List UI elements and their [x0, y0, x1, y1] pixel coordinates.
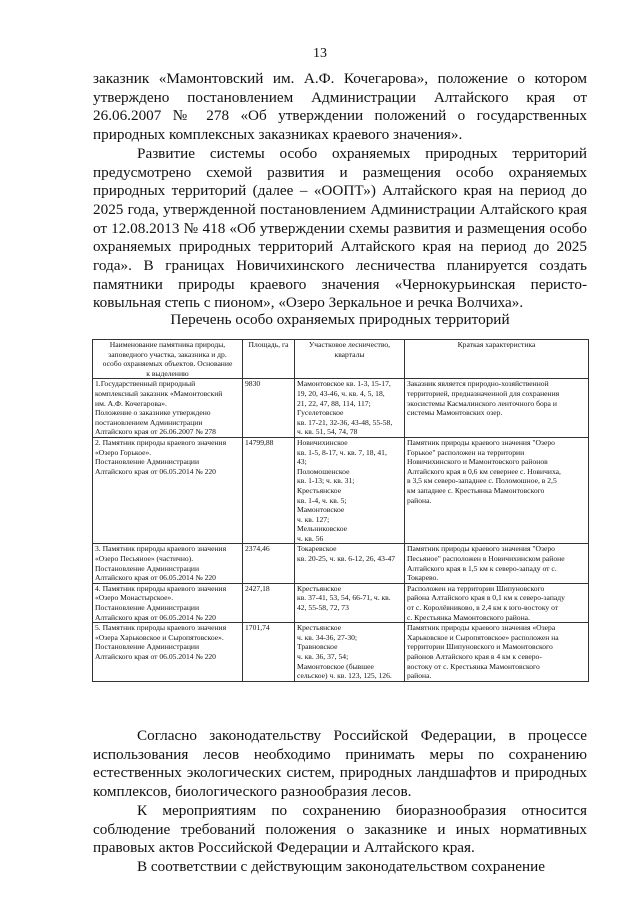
- column-header-area: Площадь, га: [243, 340, 295, 379]
- table-row: [93, 544, 589, 583]
- cell-name: 4. Памятник природы краевого значения «Озеро Монастырское». Постановление Администрации Алтайского края от 06.05.2014 № 220: [93, 583, 243, 622]
- text-block-top: [93, 70, 587, 313]
- cell-description: Памятник природы краевого значения "Озеро Песьяное" расположен в Новичихинском районе Алтайского края в 1,5 км к северо-западу от с. Токарево.: [405, 544, 589, 583]
- text-block-bottom: [93, 727, 587, 877]
- cell-forestry: Крестьянское кв. 37-41, 53, 54, 66-71, ч. кв. 42, 55-58, 72, 73: [295, 583, 405, 622]
- cell-area: 2427,18: [243, 583, 295, 622]
- cell-description: Памятник природы краевого значения "Озеро Горькое" расположен на территории Новичихинского и Мамонтовского районов Алтайского края в 0,6 км севернее с. Новичиха, в 3,5 км северо-западнее с. Поломошное, в 2,5 км западнее с. Крестьянка Мамонтовского района.: [405, 437, 589, 544]
- cell-forestry: Новичихинское кв. 1-5, 8-17, ч. кв. 7, 18, 41, 43; Поломошенское кв. 1-13; ч. кв. 31; Крестьянское кв. 1-4, ч. кв. 5; Мамонтовское ч. кв. 127; Мельниковское ч. кв. 56: [295, 437, 405, 544]
- column-header-forestry: Участковое лесничество, кварталы: [295, 340, 405, 379]
- paragraph: заказник «Мамонтовский им. А.Ф. Кочегарова», положение о котором утверждено постановлением Администрации Алтайского края от 26.06.2007 № 278 «Об утверждении положений о государственных природных комплексных заказниках краевого значения».: [93, 70, 587, 144]
- cell-area: 14799,88: [243, 437, 295, 544]
- cell-name: 5. Памятник природы краевого значения «Озера Харьковское и Сыропятовское». Постановление Администрации Алтайского края от 06.05.2014 № 220: [93, 623, 243, 682]
- cell-area: 9830: [243, 379, 295, 438]
- table-header-row: [93, 340, 589, 379]
- cell-area: 2374,46: [243, 544, 295, 583]
- table-row: [93, 379, 589, 438]
- column-header-name: Наименование памятника природы, заповедного участка, заказника и др. особо охраняемых объектов. Основание к выделению: [93, 340, 243, 379]
- table-row: [93, 583, 589, 622]
- paragraph: В соответствии с действующим законодательством сохранение: [137, 857, 545, 875]
- cell-area: 1701,74: [243, 623, 295, 682]
- cell-name: 3. Памятник природы краевого значения «Озеро Песьяное» (частично). Постановление Администрации Алтайского края от 06.05.2014 № 220: [93, 544, 243, 583]
- cell-description: Расположен на территории Шипуновского района Алтайского края в 0,1 км к северо-западу от с. Королёвниково, в 2,4 км к юго-востоку от с. Крестьянка Мамонтовского района.: [405, 583, 589, 622]
- cell-forestry: Мамонтовское кв. 1-3, 15-17, 19, 20, 43-46, ч. кв. 4, 5, 18, 21, 22, 47, 88, 114, 117; Гуселетовское кв. 17-21, 32-36, 43-48, 55-58, ч. кв. 51, 54, 74, 78: [295, 379, 405, 438]
- cell-description: Памятник природы краевого значения «Озера Харьковское и Сыропятовское» расположен на территории Шипуновского и Мамонтовского районов Алтайского края в 4 км к северо- востоку от с. Крестьянка Мамонтовского района.: [405, 623, 589, 682]
- protected-areas-table: [92, 339, 589, 682]
- table-row: [93, 623, 589, 682]
- paragraph: К мероприятиям по сохранению биоразнообразия относится соблюдение требований положения о заказнике и иных нормативных правовых актов Российской Федерации и Алтайского края.: [93, 801, 587, 857]
- cell-forestry: Крестьянское ч. кв. 34-36, 27-30; Травновское ч. кв. 36, 37, 54; Мамонтовское (бывшее сельское) ч. кв. 123, 125, 126.: [295, 623, 405, 682]
- paragraph: Согласно законодательству Российской Федерации, в процессе использования лесов необходимо принимать меры по сохранению естественных экологических систем, природных ландшафтов и природных комплексов, биологического разнообразия лесов.: [93, 727, 587, 801]
- cell-name: 1.Государственный природный комплексный заказник «Мамонтовский им. А.Ф. Кочегарова». Положение о заказнике утверждено постановлением Администрации Алтайского края от 26.06.2007 № 278: [93, 379, 243, 438]
- cell-name: 2. Памятник природы краевого значения «Озеро Горькое». Постановление Администрации Алтайского края от 06.05.2014 № 220: [93, 437, 243, 544]
- page-number: 13: [313, 46, 327, 61]
- table-title: Перечень особо охраняемых природных территорий: [170, 311, 510, 328]
- cell-description: Заказник является природно-хозяйственной территорией, предназначенной для сохранения экосистемы Касмалинского ленточного бора и системы Мамонтовских озер.: [405, 379, 589, 438]
- cell-forestry: Токаревское кв. 20-25, ч. кв. 6-12, 26, 43-47: [295, 544, 405, 583]
- paragraph: Развитие системы особо охраняемых природных территорий предусмотрено схемой развития и размещения особо охраняемых природных территорий (далее – «ООПТ») Алтайского края на период до 2025 года, утвержденной постановлением Администрации Алтайского края от 12.08.2013 № 418 «Об утверждении схемы развития и размещения особо охраняемых природных территорий Алтайского края на период до 2025 года». В границах Новичихинского лесничества планируется создать памятники природы краевого значения «Чернокурьинская перисто-ковыльная степь с пионом», «Озеро Зеркальное и речка Волчиха».: [93, 144, 587, 312]
- column-header-description: Краткая характеристика: [405, 340, 589, 379]
- table-row: [93, 437, 589, 544]
